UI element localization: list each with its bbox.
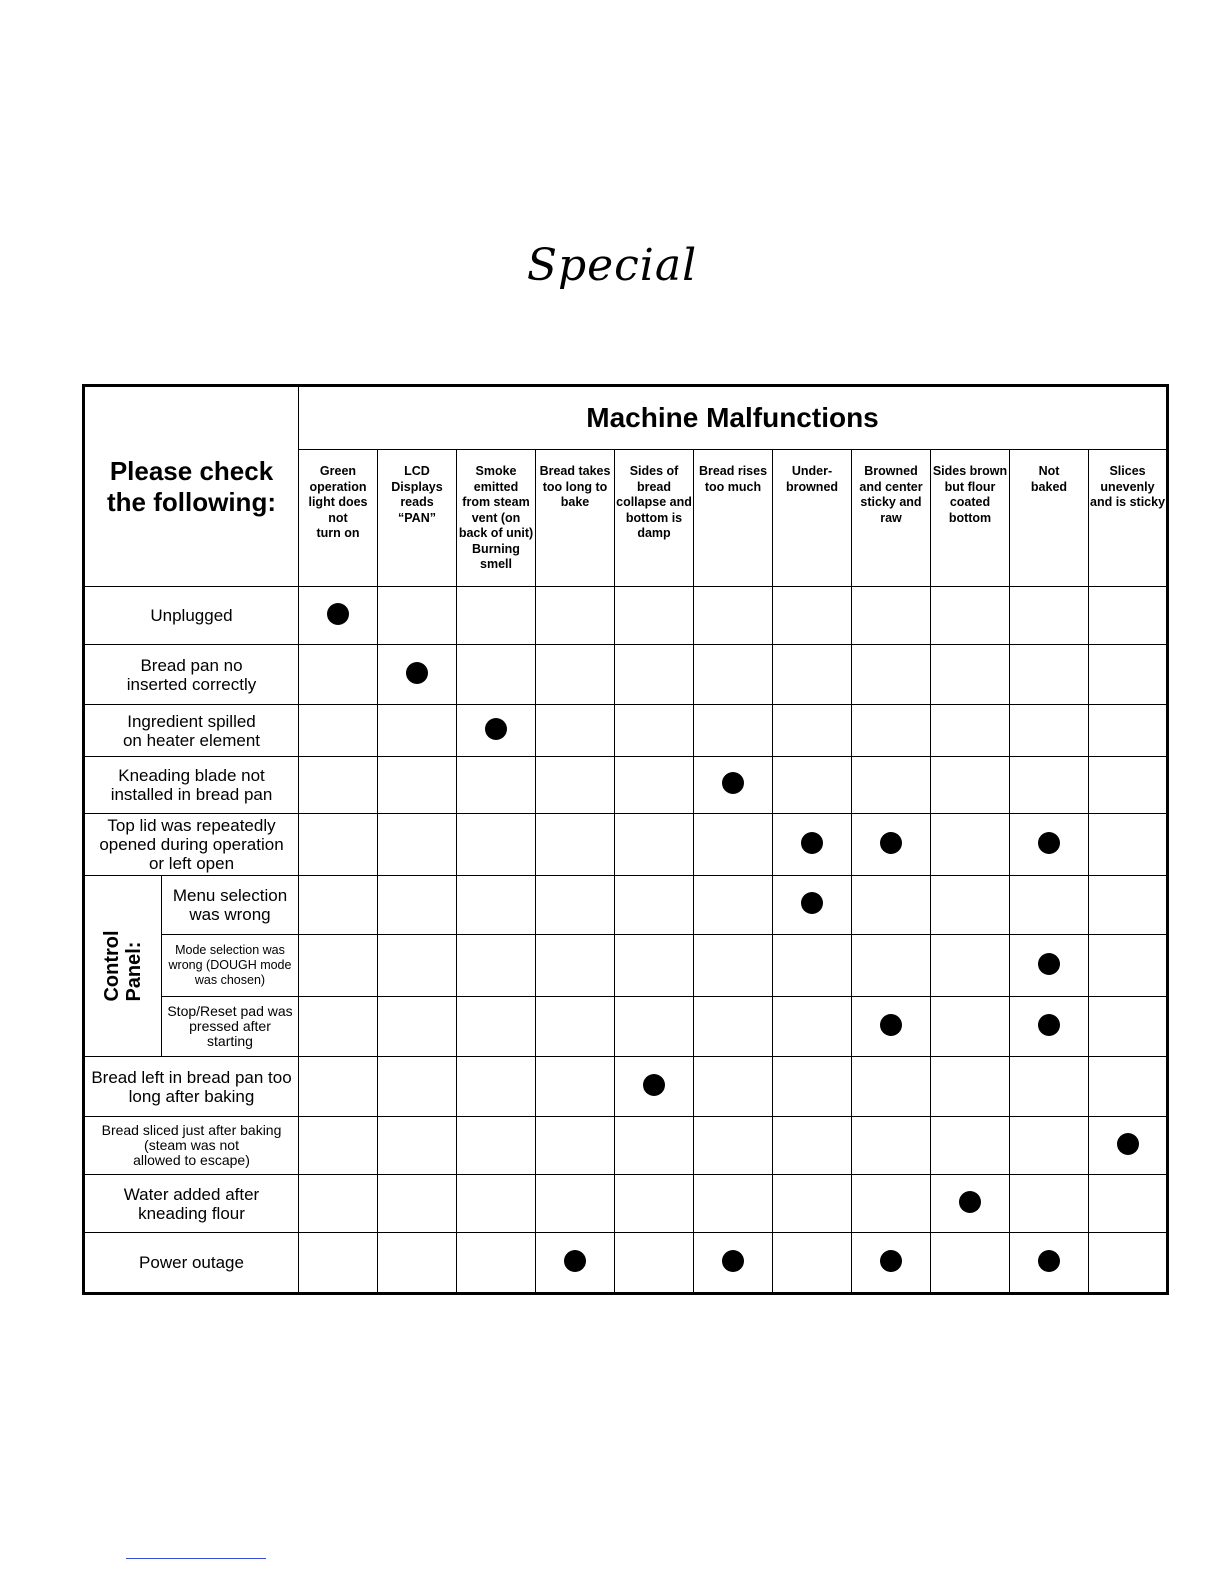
grid-cell [773,935,852,997]
grid-cell [773,705,852,757]
grid-cell [852,997,931,1057]
grid-cell [457,645,536,705]
check-dot [880,832,902,854]
grid-cell [852,1233,931,1294]
grid-cell [773,997,852,1057]
grid-cell [931,645,1010,705]
grid-cell [457,1175,536,1233]
grid-cell [694,587,773,645]
grid-cell [378,876,457,935]
grid-cell [378,935,457,997]
grid-cell [299,1233,378,1294]
grid-cell [378,587,457,645]
grid-cell [1010,705,1089,757]
column-header: Green operation light does not turn on [299,450,378,587]
grid-cell [773,1057,852,1117]
grid-cell [536,935,615,997]
grid-cell [378,1175,457,1233]
grid-cell [773,1175,852,1233]
row-label: Unplugged [84,587,299,645]
grid-cell [378,1057,457,1117]
grid-cell [694,997,773,1057]
column-header: Slices unevenly and is sticky [1089,450,1168,587]
grid-cell [299,1175,378,1233]
grid-cell [299,757,378,814]
row-label: Bread left in bread pan too long after baking [84,1057,299,1117]
grid-cell [378,1233,457,1294]
grid-cell [536,1175,615,1233]
check-dot [722,772,744,794]
grid-cell [931,876,1010,935]
grid-cell [773,587,852,645]
table-row [84,587,1168,645]
grid-cell [931,587,1010,645]
grid-cell [1010,1175,1089,1233]
grid-cell [378,1117,457,1175]
table-body [84,587,1168,1294]
grid-cell [1010,997,1089,1057]
grid-cell [1089,645,1168,705]
grid-cell [299,935,378,997]
column-header: Sides brown but flour coated bottom [931,450,1010,587]
grid-cell [694,876,773,935]
grid-cell [694,757,773,814]
grid-cell [694,1117,773,1175]
grid-cell [457,587,536,645]
malfunctions-banner: Machine Malfunctions [299,386,1168,450]
troubleshooting-table [82,384,1169,1295]
grid-cell [1089,1057,1168,1117]
check-dot [327,603,349,625]
grid-cell [378,705,457,757]
row-label: Ingredient spilled on heater element [84,705,299,757]
check-dot [564,1250,586,1272]
grid-cell [378,997,457,1057]
grid-cell [694,814,773,876]
grid-cell [1010,757,1089,814]
footnote-rule [126,1558,266,1559]
grid-cell [1089,876,1168,935]
grid-cell [1010,935,1089,997]
check-title: Please check the following: [107,455,276,517]
grid-cell [931,997,1010,1057]
banner-row [84,386,1168,450]
table-row [84,1117,1168,1175]
grid-cell [931,705,1010,757]
grid-cell [852,1117,931,1175]
grid-cell [536,587,615,645]
grid-cell [299,876,378,935]
grid-cell [1089,1175,1168,1233]
grid-cell [615,587,694,645]
row-label: Mode selection was wrong (DOUGH mode was chosen) [162,935,299,997]
grid-cell [299,587,378,645]
column-header: Browned and center sticky and raw [852,450,931,587]
grid-cell [457,997,536,1057]
grid-cell [299,705,378,757]
check-dot [1038,953,1060,975]
grid-cell [773,1117,852,1175]
grid-cell [694,935,773,997]
group-label: Control Panel: [101,930,145,1002]
grid-cell [615,705,694,757]
grid-cell [299,1117,378,1175]
row-label: Bread pan no inserted correctly [84,645,299,705]
grid-cell [615,1233,694,1294]
grid-cell [299,997,378,1057]
grid-cell [694,1233,773,1294]
row-label: Water added after kneading flour [84,1175,299,1233]
grid-cell [457,757,536,814]
grid-cell [852,757,931,814]
table-row [84,757,1168,814]
grid-cell [457,814,536,876]
row-label: Bread sliced just after baking (steam was not allowed to escape) [84,1117,299,1175]
grid-cell [536,814,615,876]
grid-cell [1010,876,1089,935]
grid-cell [536,997,615,1057]
check-dot [643,1074,665,1096]
grid-cell [1089,1233,1168,1294]
grid-cell [378,645,457,705]
table-row [84,705,1168,757]
grid-cell [694,705,773,757]
page-title: Special [526,240,698,291]
grid-cell [852,1175,931,1233]
check-dot [1038,1250,1060,1272]
grid-cell [536,1057,615,1117]
check-dot [959,1191,981,1213]
grid-cell [931,1233,1010,1294]
check-dot [1117,1133,1139,1155]
grid-cell [457,705,536,757]
grid-cell [536,1117,615,1175]
grid-cell [852,935,931,997]
grid-cell [615,997,694,1057]
column-header: Bread takes too long to bake [536,450,615,587]
grid-cell [536,757,615,814]
grid-cell [773,1233,852,1294]
check-dot [722,1250,744,1272]
grid-cell [1010,645,1089,705]
grid-cell [536,876,615,935]
row-label: Top lid was repeatedly opened during operation or left open [84,814,299,876]
grid-cell [1089,935,1168,997]
grid-cell [694,1175,773,1233]
grid-cell [615,876,694,935]
grid-cell [931,935,1010,997]
grid-cell [852,587,931,645]
grid-cell [852,645,931,705]
table-row [84,1057,1168,1117]
grid-cell [457,935,536,997]
grid-cell [931,1117,1010,1175]
grid-cell [457,1233,536,1294]
grid-cell [931,1057,1010,1117]
grid-cell [1010,1233,1089,1294]
grid-cell [773,876,852,935]
grid-cell [457,1057,536,1117]
grid-cell [536,705,615,757]
grid-cell [852,1057,931,1117]
table-row [84,1233,1168,1294]
column-header: Under- browned [773,450,852,587]
grid-cell [615,1117,694,1175]
check-dot [880,1014,902,1036]
check-dot [485,718,507,740]
grid-cell [694,645,773,705]
grid-cell [931,814,1010,876]
grid-cell [1010,814,1089,876]
table-row [84,645,1168,705]
grid-cell [457,1117,536,1175]
grid-cell [852,705,931,757]
grid-cell [536,1233,615,1294]
grid-cell [1089,997,1168,1057]
grid-cell [615,645,694,705]
check-dot [801,892,823,914]
table-row [84,876,1168,935]
table-row [84,814,1168,876]
table-row [84,997,1168,1057]
check-dot [1038,832,1060,854]
grid-cell [1089,587,1168,645]
row-label: Stop/Reset pad was pressed after starting [162,997,299,1057]
column-header: Bread rises too much [694,450,773,587]
grid-cell [694,1057,773,1117]
grid-cell [852,814,931,876]
grid-cell [457,876,536,935]
check-dot [1038,1014,1060,1036]
row-label: Power outage [84,1233,299,1294]
column-header: LCD Displays reads “PAN” [378,450,457,587]
column-header: Smoke emitted from steam vent (on back of unit) Burning smell [457,450,536,587]
check-dot [406,662,428,684]
grid-cell [615,1057,694,1117]
table-row [84,935,1168,997]
grid-cell [299,1057,378,1117]
grid-cell [1089,814,1168,876]
check-dot [801,832,823,854]
grid-cell [773,757,852,814]
grid-cell [615,757,694,814]
grid-cell [615,935,694,997]
grid-cell [378,757,457,814]
column-header: Sides of bread collapse and bottom is damp [615,450,694,587]
column-header: Not baked [1010,450,1089,587]
grid-cell [1010,587,1089,645]
grid-cell [773,814,852,876]
grid-cell [378,814,457,876]
grid-cell [536,645,615,705]
grid-cell [1089,757,1168,814]
grid-cell [1089,705,1168,757]
grid-cell [615,1175,694,1233]
corner-header [84,386,299,587]
grid-cell [773,645,852,705]
grid-cell [1089,1117,1168,1175]
grid-cell [931,1175,1010,1233]
grid-cell [852,876,931,935]
control-panel-group [84,876,162,1057]
grid-cell [931,757,1010,814]
table-row [84,1175,1168,1233]
grid-cell [1010,1117,1089,1175]
grid-cell [615,814,694,876]
grid-cell [299,645,378,705]
row-label: Kneading blade not installed in bread pan [84,757,299,814]
grid-cell [299,814,378,876]
check-dot [880,1250,902,1272]
grid-cell [1010,1057,1089,1117]
row-label: Menu selection was wrong [162,876,299,935]
